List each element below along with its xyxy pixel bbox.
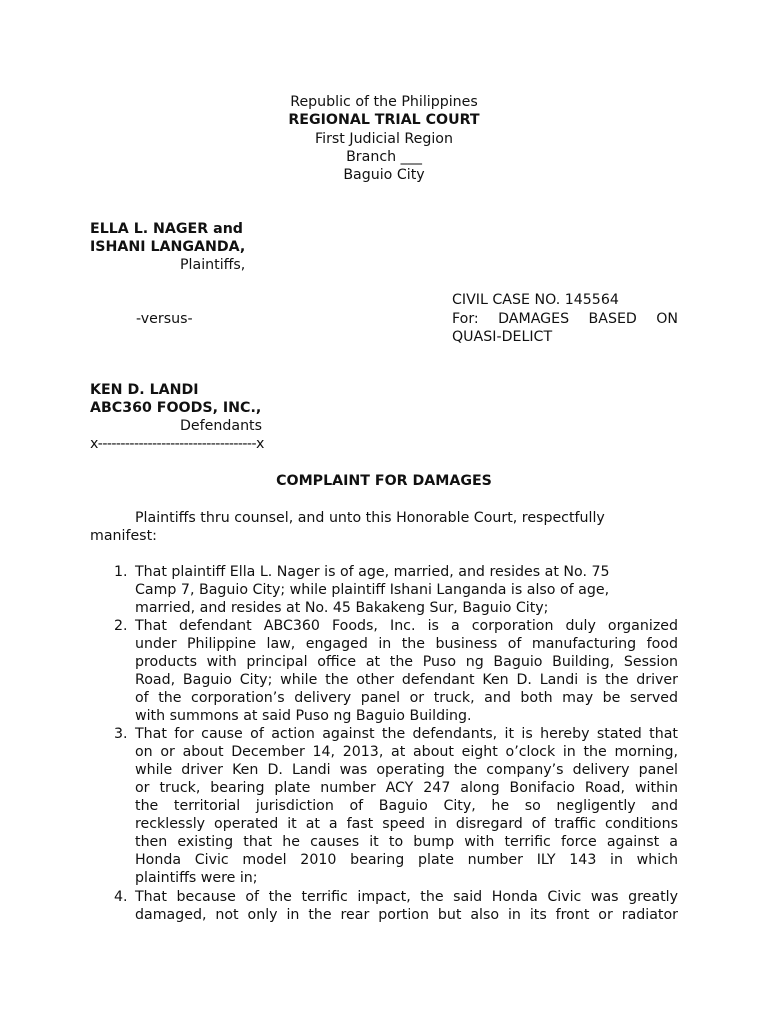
case-for-word-2: BASED xyxy=(588,311,637,327)
item-number: 3. xyxy=(114,726,128,742)
item-3-line: then existing that he causes it to bump with terrific force against a xyxy=(135,834,678,850)
case-for-word-1: DAMAGES xyxy=(498,311,570,327)
plaintiff-name-2: ISHANI LANGANDA, xyxy=(90,239,246,255)
case-nature-line-2: QUASI-DELICT xyxy=(452,329,553,345)
item-3-line: recklessly operated it at a fast speed in disregard of traffic conditions xyxy=(135,816,678,832)
case-nature-line-1 xyxy=(452,310,678,328)
heading-branch: Branch ___ xyxy=(346,149,422,165)
item-1-line: married, and resides at No. 45 Bakakeng Sur, Baguio City; xyxy=(135,600,549,616)
heading-city: Baguio City xyxy=(343,167,425,183)
item-2-line: Road, Baguio City; while the other defendant Ken D. Landi is the driver xyxy=(135,672,678,688)
item-3-line: plaintiffs were in; xyxy=(135,870,258,886)
complaint-title: COMPLAINT FOR DAMAGES xyxy=(276,473,492,489)
item-2-line: of the corporation’s delivery panel or truck, and both may be served xyxy=(135,690,678,706)
case-for-word-3: ON xyxy=(656,311,678,327)
item-2-line: That defendant ABC360 Foods, Inc. is a corporation duly organized xyxy=(135,618,678,634)
intro-line-2: manifest: xyxy=(90,528,157,544)
caption-separator: x-----------------------------------x xyxy=(90,436,264,452)
case-for-label: For: xyxy=(452,311,479,327)
defendants-label: Defendants xyxy=(180,418,263,434)
plaintiff-name-1: ELLA L. NAGER and xyxy=(90,221,243,237)
heading-court: REGIONAL TRIAL COURT xyxy=(288,112,480,128)
intro-line-1: Plaintiffs thru counsel, and unto this Honorable Court, respectfully xyxy=(135,510,605,526)
item-3-line: That for cause of action against the defendants, it is hereby stated that xyxy=(135,726,678,742)
heading-region: First Judicial Region xyxy=(315,131,453,147)
item-2-line: under Philippine law, engaged in the business of manufacturing food xyxy=(135,636,678,652)
item-2-line: with summons at said Puso ng Baguio Building. xyxy=(135,708,472,724)
defendant-name-1: KEN D. LANDI xyxy=(90,382,199,398)
item-number: 2. xyxy=(114,618,128,634)
item-4-line: That because of the terrific impact, the said Honda Civic was greatly xyxy=(135,889,678,905)
item-3-line: Honda Civic model 2010 bearing plate number ILY 143 in which xyxy=(135,852,678,868)
item-1-line: Camp 7, Baguio City; while plaintiff Ishani Langanda is also of age, xyxy=(135,582,610,598)
item-2-line: products with principal office at the Puso ng Baguio Building, Session xyxy=(135,654,678,670)
item-number: 1. xyxy=(114,564,128,580)
versus-label: -versus- xyxy=(136,311,193,327)
case-number: CIVIL CASE NO. 145564 xyxy=(452,292,619,308)
defendant-name-2: ABC360 FOODS, INC., xyxy=(90,400,262,416)
plaintiffs-label: Plaintiffs, xyxy=(180,257,246,273)
item-1-line: That plaintiff Ella L. Nager is of age, married, and resides at No. 75 xyxy=(135,564,610,580)
item-number: 4. xyxy=(114,889,128,905)
item-3-line: while driver Ken D. Landi was operating the company’s delivery panel xyxy=(135,762,678,778)
item-3-line: the territorial jurisdiction of Baguio City, he so negligently and xyxy=(135,798,678,814)
heading-republic: Republic of the Philippines xyxy=(290,94,478,110)
item-3-line: on or about December 14, 2013, at about eight o’clock in the morning, xyxy=(135,744,678,760)
item-4-line: damaged, not only in the rear portion but also in its front or radiator xyxy=(135,907,678,923)
item-3-line: or truck, bearing plate number ACY 247 along Bonifacio Road, within xyxy=(135,780,678,796)
